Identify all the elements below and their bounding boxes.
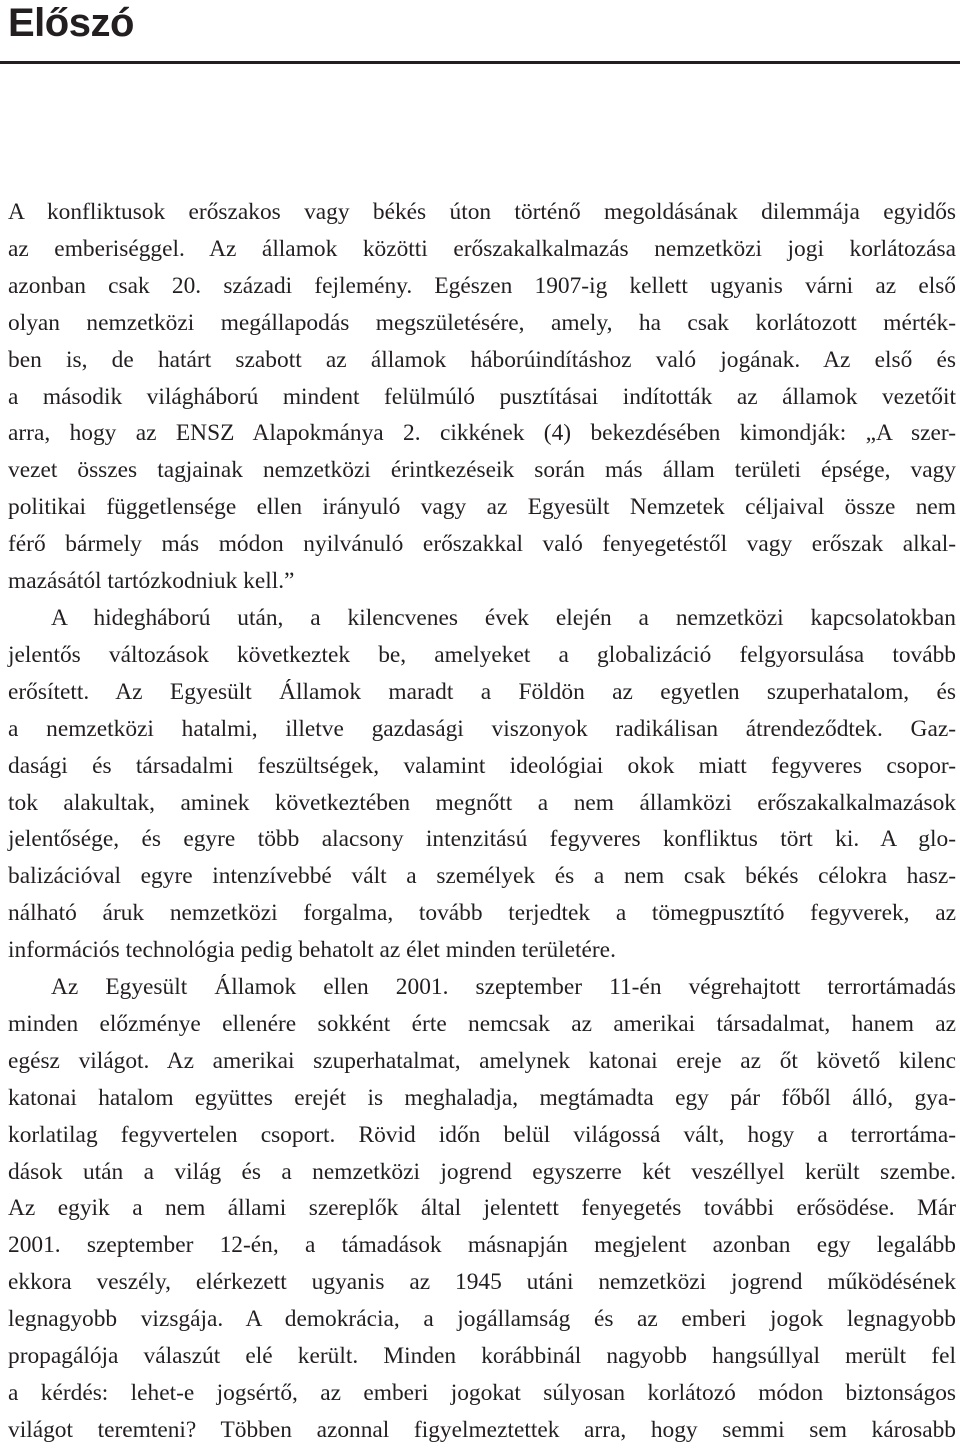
text-line: arra, hogy az ENSZ Alapokmánya 2. cikkének (4) bekezdésében kimondják: „A szer- <box>8 420 956 447</box>
text-line: nálható áruk nemzetközi forgalma, tovább terjedtek a tömegpusztító fegyverek, az <box>8 900 956 927</box>
text-line: azonban csak 20. századi fejlemény. Egészen 1907-ig kellett ugyanis várni az első <box>8 272 956 299</box>
text-line: olyan nemzetközi megállapodás megszületésére, amely, ha csak korlátozott mérték- <box>8 309 956 336</box>
text-line: ben is, de határt szabott az államok háborúindításhoz való jogának. Az első és <box>8 346 956 373</box>
paragraph-2 <box>8 600 956 969</box>
text-line: mazásától tartózkodniuk kell.” <box>8 568 295 595</box>
text-line: dasági és társadalmi feszültségek, valamint ideológiai okok miatt fegyveres csopor- <box>8 752 956 779</box>
text-line: egész világot. Az amerikai szuperhatalmat, amelynek katonai ereje az őt követő kilenc <box>8 1047 956 1074</box>
text-line: vezet összes tagjainak nemzetközi érintkezéseik során más állam területi épsége, vagy <box>8 457 956 484</box>
title-divider <box>0 61 960 64</box>
text-line: az emberiséggel. Az államok közötti erőszakalkalmazás nemzetközi jogi korlátozása <box>8 235 956 262</box>
document-body <box>8 194 956 1449</box>
paragraph-3 <box>8 969 956 1449</box>
text-line: katonai hatalom együttes erejét is meghaladja, megtámadta egy pár főből álló, gya- <box>8 1084 956 1111</box>
text-line: tok alakultak, aminek következtében megnőtt a nem államközi erőszakalkalmazások <box>8 789 956 816</box>
text-line: férő bármely más módon nyilvánuló erőszakkal való fenyegetéstől vagy erőszak alkal- <box>8 531 956 558</box>
text-line: dások után a világ és a nemzetközi jogrend egyszerre két veszéllyel került szembe. <box>8 1158 956 1185</box>
text-line: propagálója válaszút elé került. Minden korábbinál nagyobb hangsúllyal merült fel <box>8 1343 956 1370</box>
text-line: legnagyobb vizsgája. A demokrácia, a jogállamság és az emberi jogok legnagyobb <box>8 1306 956 1333</box>
text-line: jelentősége, és egyre több alacsony intenzitású fegyveres konfliktus tört ki. A glo- <box>8 826 956 853</box>
text-line: információs technológia pedig behatolt az élet minden területére. <box>8 937 616 964</box>
text-line: A hidegháború után, a kilencvenes évek elején a nemzetközi kapcsolatokban <box>51 604 956 631</box>
text-line: a kérdés: lehet-e jogsértő, az emberi jogokat súlyosan korlátozó módon biztonságos <box>8 1380 956 1406</box>
text-line: Az egyik a nem állami szereplők által jelentett fenyegetés további erősödése. Már <box>8 1195 956 1222</box>
text-line: világot teremteni? Többen azonnal figyelmeztettek arra, hogy semmi sem károsabb <box>8 1416 956 1443</box>
text-line: 2001. szeptember 12-én, a támadások másnapján megjelent azonban egy legalább <box>8 1232 956 1259</box>
text-line: politikai függetlensége ellen irányuló vagy az Egyesült Nemzetek céljaival össze nem <box>8 494 956 521</box>
text-line: A konfliktusok erőszakos vagy békés úton történő megoldásának dilemmája egyidős <box>8 199 956 225</box>
text-line: ekkora veszély, elérkezett ugyanis az 1945 utáni nemzetközi jogrend működésének <box>8 1269 956 1296</box>
page-title: Előszó <box>8 1 134 45</box>
text-line: balizációval egyre intenzívebbé vált a személyek és a nem csak békés célokra hasz- <box>8 863 956 890</box>
text-line: erősített. Az Egyesült Államok maradt a Földön az egyetlen szuperhatalom, és <box>8 678 956 705</box>
text-line: minden előzménye ellenére sokként érte nemcsak az amerikai társadalmat, hanem az <box>8 1010 956 1037</box>
paragraph-1 <box>8 194 956 600</box>
text-line: a második világháború mindent felülmúló pusztításai indították az államok vezetőit <box>8 383 956 410</box>
text-line: korlatilag fegyvertelen csoport. Rövid időn belül világossá vált, hogy a terrortáma- <box>8 1121 956 1148</box>
text-line: jelentős változások következtek be, amelyeket a globalizáció felgyorsulása tovább <box>8 641 956 668</box>
text-line: a nemzetközi hatalmi, illetve gazdasági viszonyok radikálisan átrendeződtek. Gaz- <box>8 715 956 742</box>
text-line: Az Egyesült Államok ellen 2001. szeptember 11-én végrehajtott terrortámadás <box>51 974 956 1001</box>
